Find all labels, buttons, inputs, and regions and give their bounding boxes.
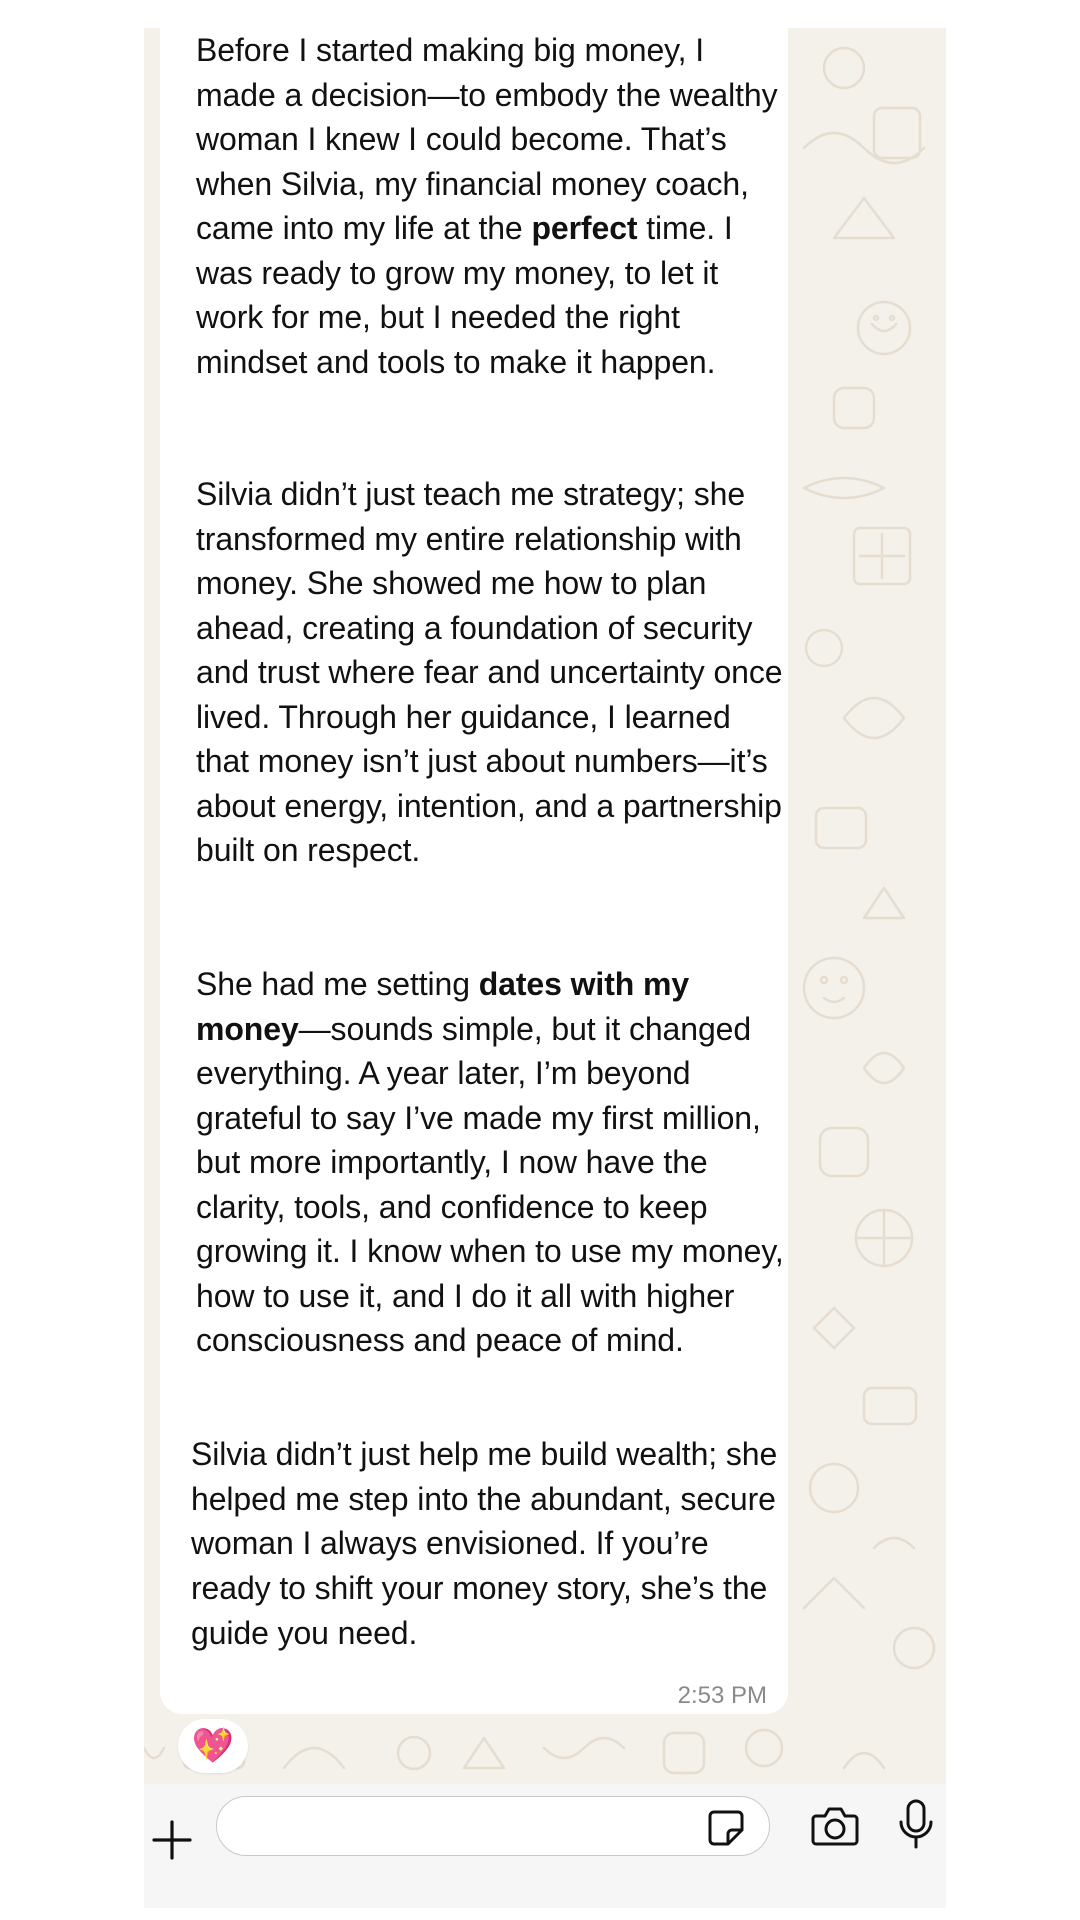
camera-button[interactable] <box>810 1804 860 1848</box>
message-bubble[interactable] <box>160 28 788 1714</box>
microphone-button[interactable] <box>898 1798 934 1850</box>
message-bold-text: perfect <box>531 210 638 246</box>
message-text: —sounds simple, but it changed everything. A year later, I’m beyond grateful to say I’ve made my first million, but more importantly, I now have the clarity, tools, and confidence to keep growing it. I know when to use my money, how to use it, and I do it all with higher consciousness and peace of mind. <box>196 1010 784 1358</box>
message-reaction[interactable]: 💖 <box>178 1719 248 1773</box>
message-paragraph-4: Silvia didn’t just help me build wealth; she helped me step into the abundant, secure woman I always envisioned. If you’re ready to shift your money story, she’s the guide you need. <box>191 1436 778 1651</box>
message-text: time. I was ready to grow my money, to let it work for me, but I needed the right mindset and tools to make it happen. <box>196 210 733 380</box>
sticker-icon <box>706 1808 746 1848</box>
microphone-icon <box>898 1798 934 1850</box>
chat-screen <box>144 28 946 1908</box>
sticker-button[interactable] <box>706 1808 746 1848</box>
plus-icon <box>152 1820 192 1860</box>
message-text: Before I started making big money, I made a decision—to embody the wealthy woman I knew I could become. That’s when Silvia, my financial money coach, came into my life at the <box>196 32 778 246</box>
message-paragraph-1 <box>196 28 786 384</box>
message-bold-text: dates with my money <box>196 966 690 1047</box>
message-text: She had me setting <box>196 966 479 1002</box>
attach-button[interactable] <box>148 1816 196 1864</box>
message-paragraph-2: Silvia didn’t just teach me strategy; she transformed my entire relationship with money. She showed me how to plan ahead, creating a foundation of security and trust where fear and uncertainty once lived. Through her guidance, I learned that money isn’t just about numbers—it’s about energy, intention, and a partnership built on respect. <box>196 476 783 868</box>
message-timestamp: 2:53 PM <box>677 1682 767 1709</box>
message-input-bar <box>144 1784 946 1908</box>
message-input[interactable] <box>216 1796 770 1856</box>
message-paragraph-3 <box>196 962 786 1363</box>
camera-icon <box>810 1804 860 1848</box>
